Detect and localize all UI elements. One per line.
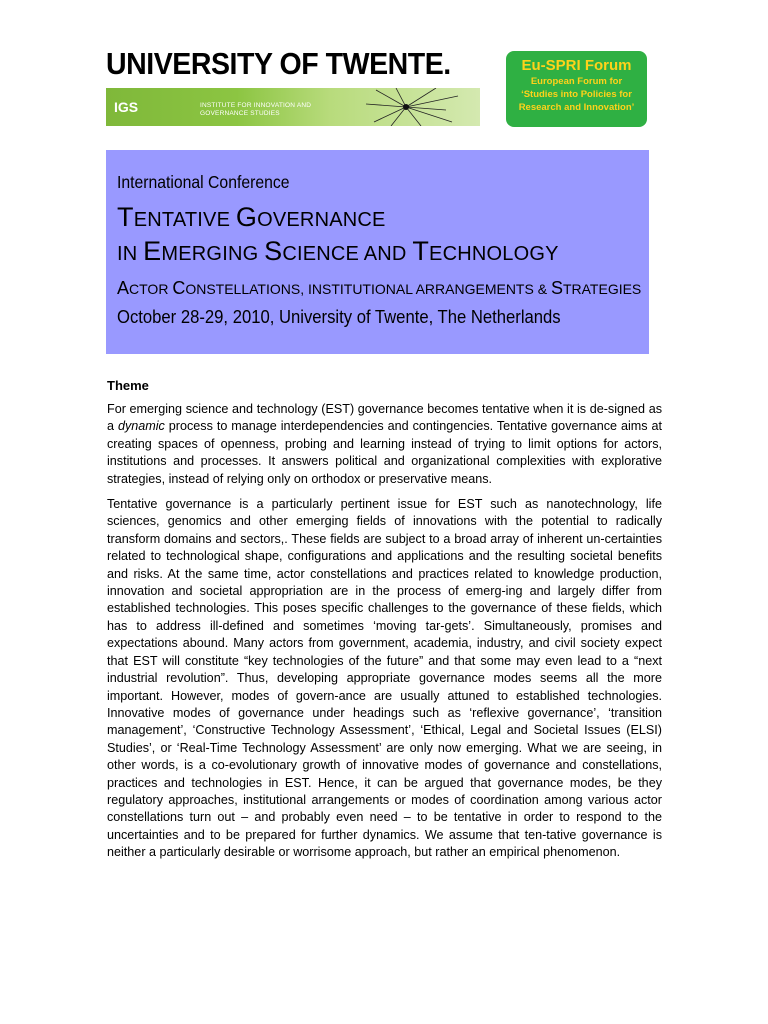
starburst-graphic (366, 88, 466, 126)
conference-date-location: October 28-29, 2010, University of Twente, The Netherlands (117, 306, 561, 327)
title-line-1: TENTATIVE GOVERNANCE (117, 202, 386, 232)
conference-label: International Conference (117, 172, 290, 192)
title-line-2: IN EMERGING SCIENCE AND TECHNOLOGY (117, 236, 559, 266)
eu-spri-forum-logo (506, 51, 647, 127)
forum-line-1: European Forum for (530, 76, 623, 87)
section-heading: Theme (107, 378, 149, 393)
conference-subtitle: ACTOR CONSTELLATIONS, INSTITUTIONAL ARRANGEMENTS & STRATEGIES (117, 278, 642, 298)
page-header (0, 0, 768, 140)
university-logo-text: UNIVERSITY OF TWENTE. (106, 46, 451, 81)
forum-line-3: Research and Innovation’ (518, 102, 635, 113)
conference-banner (106, 150, 649, 354)
paragraph-2: Tentative governance is a particularly pertinent issue for EST such as nanotechnology, life sciences, genomics and other emerging fields of innovations with the potential to radically transform domains and sectors,. These fields are subject to a broad array of inherent un-certainties related to technological shape, configurations and applications and the resulting societal benefits and risks. At the same time, actor constellations and practices related to knowledge production, innovation and societal appropriation are in the process of emerg-ing and largely differ from established technologies. This poses specific challenges to the governance of these fields, which has to address ill-defined and sometimes ‘moving tar-gets’. Simultaneously, promises and expectations abound. Many actors from government, academia, industry, and civil society expect that EST will constitute “key technologies of the future” and that some may even lead to a “next industrial revolution”. Thus, developing appropriate governance modes seems all the more important. However, modes of govern-ance are usually attuned to established technologies. Innovative modes of governance under headings such as ‘reflexive governance’, ‘transition management’, ‘Constructive Technology Assessment’, ‘Ethical, Legal and Societal Issues (ELSI) Studies’, or ‘Real-Time Technology Assessment’ are only now emerging. What we are seeing, in other words, is a co-evolutionary growth of innovative modes of governance and constellations, practices and technologies in EST. Hence, it can be argued that governance modes, be they regulatory approaches, institutional arrangements or modes of coordination among various actor constellations turn out – and probably even need – to be tentative in order to respond to the uncertainties and to be prepared for further dynamics. We assume that ten-tative governance is neither a particularly desirable or worrisome approach, but rather an empirical phenomenon. (107, 497, 662, 860)
paragraph-1: For emerging science and technology (EST) governance becomes tentative when it is de-signed as a dynamic process to manage interdependencies and contingencies. Tentative governance aims at creating spaces of openness, probing and learning instead of trying to limit options for actors, institutions and processes. It answers political and organizational complexities with explorative strategies, instead of relying only on orthodox or preservative means. (107, 402, 662, 486)
igs-label: IGS (114, 99, 139, 115)
igs-institute-text: INSTITUTE FOR INNOVATION AND GOVERNANCE STUDIES (200, 102, 312, 117)
forum-title: Eu-SPRI Forum (521, 57, 632, 74)
forum-line-2: ‘Studies into Policies for (521, 89, 632, 100)
theme-section (107, 378, 662, 870)
igs-banner (106, 88, 480, 126)
